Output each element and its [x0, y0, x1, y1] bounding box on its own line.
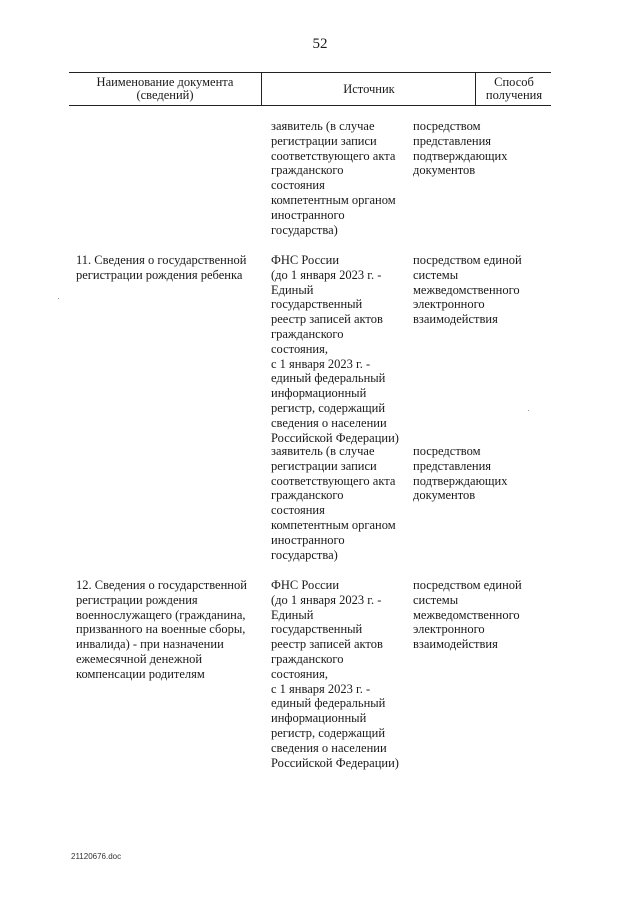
header-document-name-label: Наименование документа (сведений) [96, 75, 234, 102]
header-document-name [69, 73, 261, 105]
scan-speck [58, 298, 59, 299]
row-12-source-0: ФНС России (до 1 января 2023 г. - Единый государственный реестр записей актов гражданского состояния, с 1 января 2023 г. - единый федеральный информационный регистр, содержащий сведения о населении Российской Федерации) [271, 578, 399, 770]
row-12-name: 12. Сведения о государственной регистрации рождения военнослужащего (гражданина, призванного на военные сборы, инвалида) - при назначении ежемесячной денежной компенсации родителям [76, 578, 247, 681]
row-12-method-0: посредством единой системы межведомственного электронного взаимодействия [413, 578, 522, 652]
page-number: 52 [312, 36, 328, 52]
header-source-label: Источник [343, 81, 395, 96]
header-source [261, 73, 476, 105]
row-0-source-0: заявитель (в случае регистрации записи соответствующего акта гражданского состояния компетентным органом иностранного государства) [271, 119, 396, 237]
row-11-method-1: посредством представления подтверждающих документов [413, 444, 508, 503]
document-footer: 21120676.doc [71, 852, 122, 861]
row-11-method-0: посредством единой системы межведомственного электронного взаимодействия [413, 253, 522, 327]
row-11-source-1: заявитель (в случае регистрации записи соответствующего акта гражданского состояния компетентным органом иностранного государства) [271, 444, 396, 562]
header-method-label: Способ получения [485, 75, 543, 102]
header-method [475, 73, 552, 105]
row-11-name: 11. Сведения о государственной регистрации рождения ребенка [76, 253, 247, 282]
scan-speck [528, 410, 529, 411]
table-header [69, 72, 551, 106]
row-0-method-0: посредством представления подтверждающих документов [413, 119, 508, 178]
row-11-source-0: ФНС России (до 1 января 2023 г. - Единый государственный реестр записей актов гражданского состояния, с 1 января 2023 г. - единый федеральный информационный регистр, содержащий сведения о населении Российской Федерации) [271, 253, 399, 445]
